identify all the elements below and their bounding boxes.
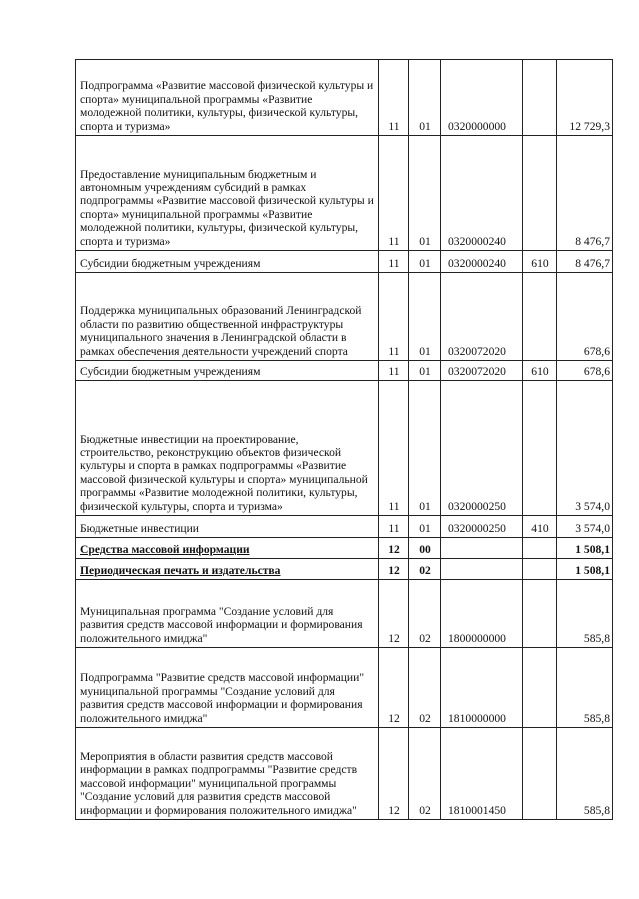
cell-name: Предоставление муниципальным бюджетным и автономным учреждениям субсидий в рамках подпрограммы «Развитие массовой физической культуры и спорта» муниципальной программы «Развитие молодежной политики, культуры, физической культуры, спорта и туризма» bbox=[76, 136, 379, 251]
cell-pr: 02 bbox=[409, 728, 441, 820]
cell-rz: 11 bbox=[379, 251, 409, 273]
cell-name: Субсидии бюджетным учреждениям bbox=[76, 251, 379, 273]
cell-sum: 12 729,3 bbox=[557, 60, 613, 136]
cell-pr: 01 bbox=[409, 60, 441, 136]
cell-rz: 12 bbox=[379, 538, 409, 559]
cell-sum: 1 508,1 bbox=[557, 538, 613, 559]
cell-vr: 610 bbox=[523, 251, 557, 273]
cell-pr: 01 bbox=[409, 136, 441, 251]
table-row bbox=[76, 538, 613, 559]
cell-sum: 585,8 bbox=[557, 728, 613, 820]
cell-sum: 8 476,7 bbox=[557, 136, 613, 251]
cell-sum: 585,8 bbox=[557, 580, 613, 648]
cell-csr: 1810000000 bbox=[441, 648, 523, 728]
cell-name: Субсидии бюджетным учреждениям bbox=[76, 361, 379, 381]
cell-rz: 12 bbox=[379, 648, 409, 728]
cell-vr bbox=[523, 559, 557, 580]
cell-sum: 678,6 bbox=[557, 273, 613, 361]
cell-rz: 11 bbox=[379, 381, 409, 516]
cell-rz: 12 bbox=[379, 580, 409, 648]
table-row bbox=[76, 381, 613, 516]
cell-pr: 01 bbox=[409, 516, 441, 538]
cell-sum: 678,6 bbox=[557, 361, 613, 381]
cell-vr bbox=[523, 60, 557, 136]
cell-name: Средства массовой информации bbox=[76, 538, 379, 559]
cell-vr bbox=[523, 538, 557, 559]
cell-sum: 1 508,1 bbox=[557, 559, 613, 580]
cell-name: Муниципальная программа "Создание условий для развития средств массовой информации и формирования положительного имиджа" bbox=[76, 580, 379, 648]
table-row bbox=[76, 60, 613, 136]
cell-name: Бюджетные инвестиции bbox=[76, 516, 379, 538]
cell-pr: 00 bbox=[409, 538, 441, 559]
cell-rz: 11 bbox=[379, 136, 409, 251]
cell-pr: 02 bbox=[409, 559, 441, 580]
table-body bbox=[76, 60, 613, 820]
cell-sum: 3 574,0 bbox=[557, 381, 613, 516]
cell-pr: 02 bbox=[409, 580, 441, 648]
cell-rz: 12 bbox=[379, 728, 409, 820]
cell-csr: 0320000240 bbox=[441, 136, 523, 251]
cell-rz: 11 bbox=[379, 361, 409, 381]
cell-vr bbox=[523, 381, 557, 516]
table-row bbox=[76, 559, 613, 580]
table-row bbox=[76, 580, 613, 648]
cell-vr bbox=[523, 648, 557, 728]
cell-sum: 3 574,0 bbox=[557, 516, 613, 538]
cell-name: Поддержка муниципальных образований Ленинградской области по развитию общественной инфраструктуры муниципального значения в Ленинградской области в рамках обеспечения деятельности учреждений спорта bbox=[76, 273, 379, 361]
cell-name: Мероприятия в области развития средств массовой информации в рамках подпрограммы "Развитие средств массовой информации" муниципальной программы "Создание условий для развития средств массовой информации и формирования положительного имиджа" bbox=[76, 728, 379, 820]
cell-pr: 01 bbox=[409, 381, 441, 516]
table-row bbox=[76, 361, 613, 381]
cell-csr: 0320000000 bbox=[441, 60, 523, 136]
table-row bbox=[76, 728, 613, 820]
cell-csr: 0320072020 bbox=[441, 273, 523, 361]
cell-vr bbox=[523, 580, 557, 648]
cell-name: Подпрограмма «Развитие массовой физической культуры и спорта» муниципальной программы «Развитие молодежной политики, культуры, физической культуры, спорта и туризма» bbox=[76, 60, 379, 136]
cell-vr: 610 bbox=[523, 361, 557, 381]
cell-pr: 01 bbox=[409, 361, 441, 381]
table-row bbox=[76, 273, 613, 361]
cell-csr: 1810001450 bbox=[441, 728, 523, 820]
budget-table bbox=[75, 59, 613, 820]
cell-csr: 0320072020 bbox=[441, 361, 523, 381]
cell-name: Бюджетные инвестиции на проектирование, строительство, реконструкцию объектов физической культуры и спорта в рамках подпрограммы «Развитие массовой физической культуры и спорта» муниципальной программы «Развитие молодежной политики, культуры, физической культуры, спорта и туризма» bbox=[76, 381, 379, 516]
cell-sum: 8 476,7 bbox=[557, 251, 613, 273]
cell-csr bbox=[441, 559, 523, 580]
cell-rz: 11 bbox=[379, 60, 409, 136]
cell-sum: 585,8 bbox=[557, 648, 613, 728]
cell-name: Периодическая печать и издательства bbox=[76, 559, 379, 580]
cell-pr: 02 bbox=[409, 648, 441, 728]
table-row bbox=[76, 251, 613, 273]
table-row bbox=[76, 648, 613, 728]
cell-csr: 0320000250 bbox=[441, 516, 523, 538]
cell-rz: 12 bbox=[379, 559, 409, 580]
cell-rz: 11 bbox=[379, 273, 409, 361]
cell-vr bbox=[523, 273, 557, 361]
table-row bbox=[76, 516, 613, 538]
cell-pr: 01 bbox=[409, 273, 441, 361]
cell-csr: 1800000000 bbox=[441, 580, 523, 648]
cell-vr: 410 bbox=[523, 516, 557, 538]
cell-csr: 0320000250 bbox=[441, 381, 523, 516]
cell-csr bbox=[441, 538, 523, 559]
table-row bbox=[76, 136, 613, 251]
cell-vr bbox=[523, 728, 557, 820]
cell-name: Подпрограмма "Развитие средств массовой информации" муниципальной программы "Создание условий для развития средств массовой информации и формирования положительного имиджа" bbox=[76, 648, 379, 728]
cell-rz: 11 bbox=[379, 516, 409, 538]
cell-vr bbox=[523, 136, 557, 251]
cell-csr: 0320000240 bbox=[441, 251, 523, 273]
cell-pr: 01 bbox=[409, 251, 441, 273]
